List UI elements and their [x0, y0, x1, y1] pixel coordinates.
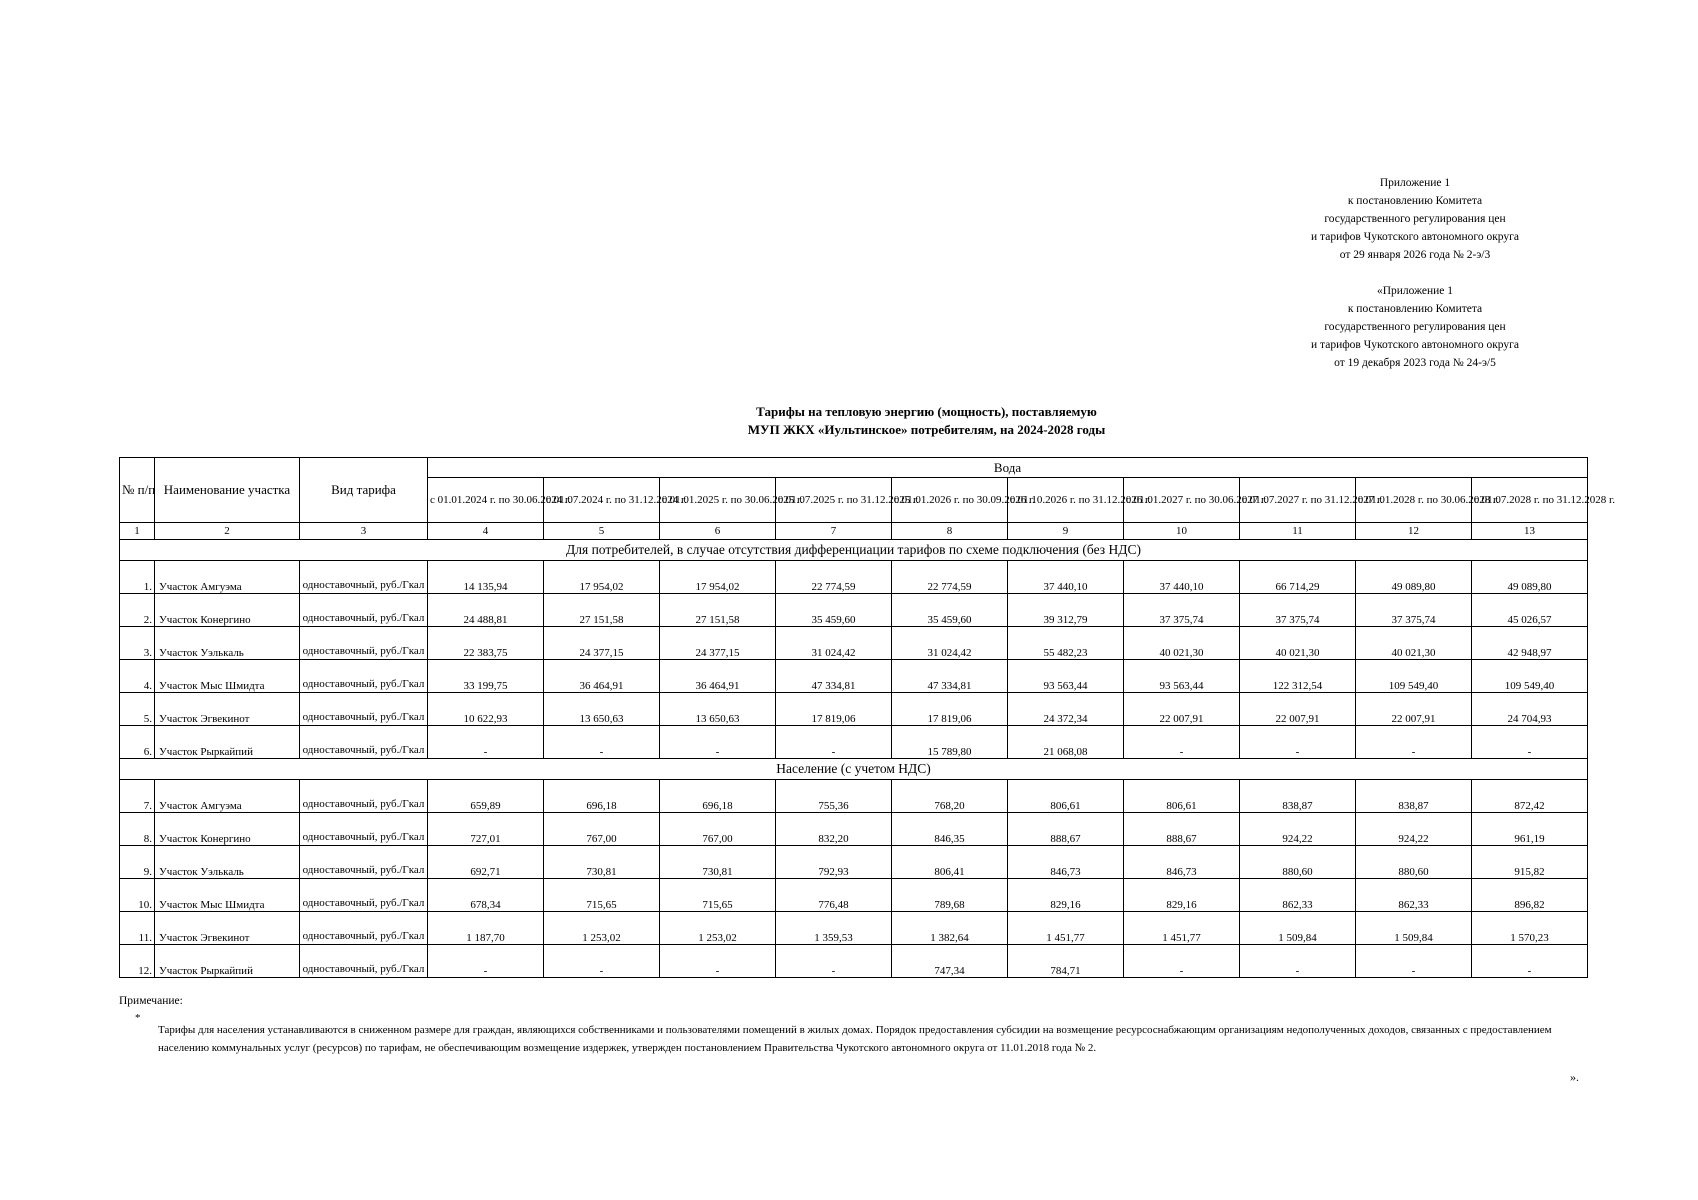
- closing-quote-mark: ».: [1570, 1070, 1579, 1084]
- site-name: Участок Мыс Шмидта: [155, 879, 300, 912]
- table-row: [120, 726, 1588, 759]
- appendix-line: «Приложение 1: [1376, 285, 1454, 297]
- tariff-value: 40 021,30: [1124, 627, 1240, 660]
- tariff-value: 37 375,74: [1356, 594, 1472, 627]
- tariff-value: 755,36: [776, 780, 892, 813]
- tariff-value: -: [776, 945, 892, 978]
- column-number: 8: [892, 523, 1008, 540]
- tariff-type: одноставочный, руб./Гкал: [300, 726, 428, 759]
- tariff-type: одноставочный, руб./Гкал: [300, 879, 428, 912]
- tariff-value: -: [1124, 726, 1240, 759]
- tariff-value: 39 312,79: [1008, 594, 1124, 627]
- section-title: Для потребителей, в случае отсутствия дифференциации тарифов по схеме подключения (без НДС): [120, 540, 1588, 561]
- site-name: Участок Конергино: [155, 594, 300, 627]
- column-number: 6: [660, 523, 776, 540]
- appendix-line: Приложение 1: [1379, 177, 1451, 189]
- tariff-value: 715,65: [660, 879, 776, 912]
- tariff-value: 22 383,75: [428, 627, 544, 660]
- tariff-value: 767,00: [544, 813, 660, 846]
- table-row: [120, 780, 1588, 813]
- tariff-value: -: [1240, 945, 1356, 978]
- header-period: с 01.01.2025 г. по 30.06.2025 г.: [660, 478, 776, 523]
- site-name: Участок Эгвекинот: [155, 912, 300, 945]
- tariff-value: 31 024,42: [892, 627, 1008, 660]
- column-number: 7: [776, 523, 892, 540]
- note-label: Примечание:: [119, 995, 183, 1007]
- tariff-value: 872,42: [1472, 780, 1588, 813]
- tariff-value: -: [428, 726, 544, 759]
- tariff-type: одноставочный, руб./Гкал: [300, 660, 428, 693]
- tariff-type: одноставочный, руб./Гкал: [300, 813, 428, 846]
- tariff-value: 24 488,81: [428, 594, 544, 627]
- site-name: Участок Уэлькаль: [155, 846, 300, 879]
- header-site-name: Наименование участка: [155, 458, 300, 523]
- column-number: 4: [428, 523, 544, 540]
- column-number: 3: [300, 523, 428, 540]
- section-title: Население (с учетом НДС): [120, 759, 1588, 780]
- row-number: 12.: [120, 945, 155, 978]
- tariff-value: -: [660, 726, 776, 759]
- tariff-value: 47 334,81: [892, 660, 1008, 693]
- site-name: Участок Конергино: [155, 813, 300, 846]
- tariff-value: 1 359,53: [776, 912, 892, 945]
- tariff-value: -: [1240, 726, 1356, 759]
- row-number: 1.: [120, 561, 155, 594]
- tariff-value: 37 375,74: [1240, 594, 1356, 627]
- tariff-value: 838,87: [1356, 780, 1472, 813]
- tariff-value: 37 440,10: [1124, 561, 1240, 594]
- tariff-value: 93 563,44: [1124, 660, 1240, 693]
- row-number: 3.: [120, 627, 155, 660]
- column-number: 5: [544, 523, 660, 540]
- tariff-value: 27 151,58: [660, 594, 776, 627]
- tariff-value: 1 451,77: [1124, 912, 1240, 945]
- site-name: Участок Мыс Шмидта: [155, 660, 300, 693]
- tariff-value: 789,68: [892, 879, 1008, 912]
- tariff-value: 961,19: [1472, 813, 1588, 846]
- tariff-table: [119, 457, 1616, 978]
- column-number: 9: [1008, 523, 1124, 540]
- tariff-value: 40 021,30: [1356, 627, 1472, 660]
- tariff-value: -: [428, 945, 544, 978]
- tariff-value: 17 819,06: [892, 693, 1008, 726]
- site-name: Участок Уэлькаль: [155, 627, 300, 660]
- table-row: [120, 879, 1588, 912]
- title-line: МУП ЖКХ «Иультинское» потребителям, на 2024-2028 годы: [747, 422, 1106, 437]
- tariff-value: 22 774,59: [776, 561, 892, 594]
- tariff-value: 36 464,91: [544, 660, 660, 693]
- tariff-type: одноставочный, руб./Гкал: [300, 594, 428, 627]
- tariff-value: 10 622,93: [428, 693, 544, 726]
- tariff-value: 888,67: [1008, 813, 1124, 846]
- header-period: с 01.01.2028 г. по 30.06.2028 г.: [1356, 478, 1472, 523]
- tariff-value: 15 789,80: [892, 726, 1008, 759]
- header-period: с 01.07.2027 г. по 31.12.2027 г.: [1240, 478, 1356, 523]
- row-number: 8.: [120, 813, 155, 846]
- appendix-quoted: [1255, 282, 1575, 372]
- tariff-value: -: [776, 726, 892, 759]
- tariff-value: -: [1356, 945, 1472, 978]
- tariff-value: 45 026,57: [1472, 594, 1588, 627]
- tariff-value: 806,61: [1124, 780, 1240, 813]
- header-period: с 01.01.2026 г. по 30.09.2026 г.: [892, 478, 1008, 523]
- column-number: 1: [120, 523, 155, 540]
- tariff-value: 747,34: [892, 945, 1008, 978]
- row-number: 6.: [120, 726, 155, 759]
- appendix-line: от 19 декабря 2023 года № 24-э/5: [1334, 357, 1496, 369]
- tariff-value: 829,16: [1124, 879, 1240, 912]
- tariff-value: 35 459,60: [776, 594, 892, 627]
- table-row: [120, 912, 1588, 945]
- tariff-value: -: [1356, 726, 1472, 759]
- tariff-value: 888,67: [1124, 813, 1240, 846]
- table-row: [120, 660, 1588, 693]
- column-number: 12: [1356, 523, 1472, 540]
- tariff-value: 730,81: [544, 846, 660, 879]
- tariff-value: -: [544, 945, 660, 978]
- appendix-line: к постановлению Комитета: [1347, 195, 1483, 207]
- tariff-value: 784,71: [1008, 945, 1124, 978]
- tariff-value: 862,33: [1356, 879, 1472, 912]
- tariff-value: 109 549,40: [1356, 660, 1472, 693]
- tariff-value: 792,93: [776, 846, 892, 879]
- tariff-value: 1 509,84: [1356, 912, 1472, 945]
- tariff-value: 696,18: [544, 780, 660, 813]
- tariff-value: 13 650,63: [544, 693, 660, 726]
- tariff-value: 1 509,84: [1240, 912, 1356, 945]
- tariff-value: 846,73: [1124, 846, 1240, 879]
- header-period: с 01.10.2026 г. по 31.12.2026 г.: [1008, 478, 1124, 523]
- site-name: Участок Амгуэма: [155, 780, 300, 813]
- tariff-value: 49 089,80: [1356, 561, 1472, 594]
- tariff-value: 109 549,40: [1472, 660, 1588, 693]
- title-line: Тарифы на тепловую энергию (мощность), поставляемую: [756, 404, 1097, 419]
- site-name: Участок Амгуэма: [155, 561, 300, 594]
- header-period: с 01.07.2024 г. по 31.12.2024 г.: [544, 478, 660, 523]
- document-title: [0, 403, 1698, 439]
- tariff-value: 66 714,29: [1240, 561, 1356, 594]
- tariff-type: одноставочный, руб./Гкал: [300, 912, 428, 945]
- row-number: 4.: [120, 660, 155, 693]
- tariff-type: одноставочный, руб./Гкал: [300, 846, 428, 879]
- tariff-value: 17 954,02: [660, 561, 776, 594]
- table-row: [120, 627, 1588, 660]
- row-number: 10.: [120, 879, 155, 912]
- tariff-type: одноставочный, руб./Гкал: [300, 693, 428, 726]
- appendix-current: [1255, 174, 1575, 264]
- tariff-value: 692,71: [428, 846, 544, 879]
- appendix-line: к постановлению Комитета: [1347, 303, 1483, 315]
- section-row: [120, 759, 1588, 780]
- tariff-value: 715,65: [544, 879, 660, 912]
- table-row: [120, 594, 1588, 627]
- column-number: 10: [1124, 523, 1240, 540]
- tariff-value: 1 253,02: [544, 912, 660, 945]
- tariff-value: 22 007,91: [1356, 693, 1472, 726]
- table-body: [120, 540, 1588, 978]
- tariff-value: 37 440,10: [1008, 561, 1124, 594]
- table-row: [120, 846, 1588, 879]
- tariff-value: -: [544, 726, 660, 759]
- site-name: Участок Рыркайпий: [155, 945, 300, 978]
- tariff-value: 40 021,30: [1240, 627, 1356, 660]
- tariff-value: 659,89: [428, 780, 544, 813]
- site-name: Участок Эгвекинот: [155, 693, 300, 726]
- tariff-value: 17 954,02: [544, 561, 660, 594]
- tariff-value: 24 377,15: [660, 627, 776, 660]
- tariff-value: 862,33: [1240, 879, 1356, 912]
- tariff-value: -: [660, 945, 776, 978]
- row-number: 7.: [120, 780, 155, 813]
- tariff-value: 730,81: [660, 846, 776, 879]
- table-row: [120, 693, 1588, 726]
- tariff-value: 1 451,77: [1008, 912, 1124, 945]
- header-period: с 01.07.2025 г. по 31.12.2025 г.: [776, 478, 892, 523]
- tariff-value: 24 704,93: [1472, 693, 1588, 726]
- tariff-value: 896,82: [1472, 879, 1588, 912]
- tariff-value: 24 377,15: [544, 627, 660, 660]
- tariff-type: одноставочный, руб./Гкал: [300, 561, 428, 594]
- tariff-value: -: [1472, 726, 1588, 759]
- tariff-value: 1 570,23: [1472, 912, 1588, 945]
- tariff-value: 767,00: [660, 813, 776, 846]
- site-name: Участок Рыркайпий: [155, 726, 300, 759]
- row-number: 11.: [120, 912, 155, 945]
- tariff-value: 24 372,34: [1008, 693, 1124, 726]
- tariff-value: 846,73: [1008, 846, 1124, 879]
- appendix-line: государственного регулирования цен: [1324, 321, 1506, 333]
- tariff-value: 14 135,94: [428, 561, 544, 594]
- tariff-value: 915,82: [1472, 846, 1588, 879]
- tariff-value: 35 459,60: [892, 594, 1008, 627]
- table-row: [120, 945, 1588, 978]
- appendix-line: и тарифов Чукотского автономного округа: [1311, 231, 1519, 243]
- tariff-value: 33 199,75: [428, 660, 544, 693]
- appendix-line: от 29 января 2026 года № 2-э/3: [1339, 249, 1491, 261]
- tariff-type: одноставочный, руб./Гкал: [300, 780, 428, 813]
- appendix-line: государственного регулирования цен: [1324, 213, 1506, 225]
- tariff-value: 678,34: [428, 879, 544, 912]
- tariff-value: 22 007,91: [1240, 693, 1356, 726]
- tariff-value: 55 482,23: [1008, 627, 1124, 660]
- tariff-value: 696,18: [660, 780, 776, 813]
- appendix-header: [1255, 174, 1575, 372]
- tariff-value: -: [1124, 945, 1240, 978]
- tariff-value: 838,87: [1240, 780, 1356, 813]
- tariff-value: 880,60: [1356, 846, 1472, 879]
- tariff-type: одноставочный, руб./Гкал: [300, 945, 428, 978]
- tariff-value: 47 334,81: [776, 660, 892, 693]
- row-number: 2.: [120, 594, 155, 627]
- tariff-value: 829,16: [1008, 879, 1124, 912]
- tariff-value: 806,41: [892, 846, 1008, 879]
- tariff-value: 37 375,74: [1124, 594, 1240, 627]
- row-number: 5.: [120, 693, 155, 726]
- tariff-value: 727,01: [428, 813, 544, 846]
- tariff-value: 924,22: [1356, 813, 1472, 846]
- section-row: [120, 540, 1588, 561]
- tariff-value: 93 563,44: [1008, 660, 1124, 693]
- tariff-value: 122 312,54: [1240, 660, 1356, 693]
- tariff-value: 36 464,91: [660, 660, 776, 693]
- tariff-value: 880,60: [1240, 846, 1356, 879]
- tariff-value: 27 151,58: [544, 594, 660, 627]
- table-row: [120, 561, 1588, 594]
- tariff-value: 22 007,91: [1124, 693, 1240, 726]
- tariff-value: 1 253,02: [660, 912, 776, 945]
- tariff-value: 22 774,59: [892, 561, 1008, 594]
- header-row-group: [120, 458, 1588, 478]
- header-period: с 01.01.2027 г. по 30.06.2027 г.: [1124, 478, 1240, 523]
- tariff-value: 1 187,70: [428, 912, 544, 945]
- tariff-value: 832,20: [776, 813, 892, 846]
- header-period: с 01.07.2028 г. по 31.12.2028 г.: [1472, 478, 1588, 523]
- tariff-value: 924,22: [1240, 813, 1356, 846]
- header-row-column-numbers: [120, 523, 1588, 540]
- header-water: Вода: [428, 458, 1588, 478]
- note-text: Тарифы для населения устанавливаются в сниженном размере для граждан, являющихся собственниками и пользователями помещений в жилых домах. Порядок предоставления субсидии на возмещение ресурсоснабжающим организациям недополученных доходов, связанных с предоставлением населению коммунальных услуг (ресурсов) по тарифам, не обеспечивающим возмещение издержек, утвержден постановлением Правительства Чукотского автономного округа от 11.01.2018 года № 2.: [158, 1024, 1552, 1054]
- column-number: 2: [155, 523, 300, 540]
- tariff-value: 13 650,63: [660, 693, 776, 726]
- tariff-value: 17 819,06: [776, 693, 892, 726]
- appendix-line: и тарифов Чукотского автономного округа: [1311, 339, 1519, 351]
- header-period: с 01.01.2024 г. по 30.06.2024 г.: [428, 478, 544, 523]
- tariff-value: -: [1472, 945, 1588, 978]
- header-tariff-type: Вид тарифа: [300, 458, 428, 523]
- table-row: [120, 813, 1588, 846]
- tariff-value: 1 382,64: [892, 912, 1008, 945]
- tariff-value: 42 948,97: [1472, 627, 1588, 660]
- tariff-value: 31 024,42: [776, 627, 892, 660]
- tariff-value: 776,48: [776, 879, 892, 912]
- tariff-value: 806,61: [1008, 780, 1124, 813]
- row-number: 9.: [120, 846, 155, 879]
- column-number: 13: [1472, 523, 1588, 540]
- header-no: № п/п: [120, 458, 155, 523]
- note-marker: *: [135, 1012, 141, 1024]
- tariff-value: 21 068,08: [1008, 726, 1124, 759]
- column-number: 11: [1240, 523, 1356, 540]
- tariff-value: 49 089,80: [1472, 561, 1588, 594]
- tariff-type: одноставочный, руб./Гкал: [300, 627, 428, 660]
- tariff-value: 846,35: [892, 813, 1008, 846]
- tariff-value: 768,20: [892, 780, 1008, 813]
